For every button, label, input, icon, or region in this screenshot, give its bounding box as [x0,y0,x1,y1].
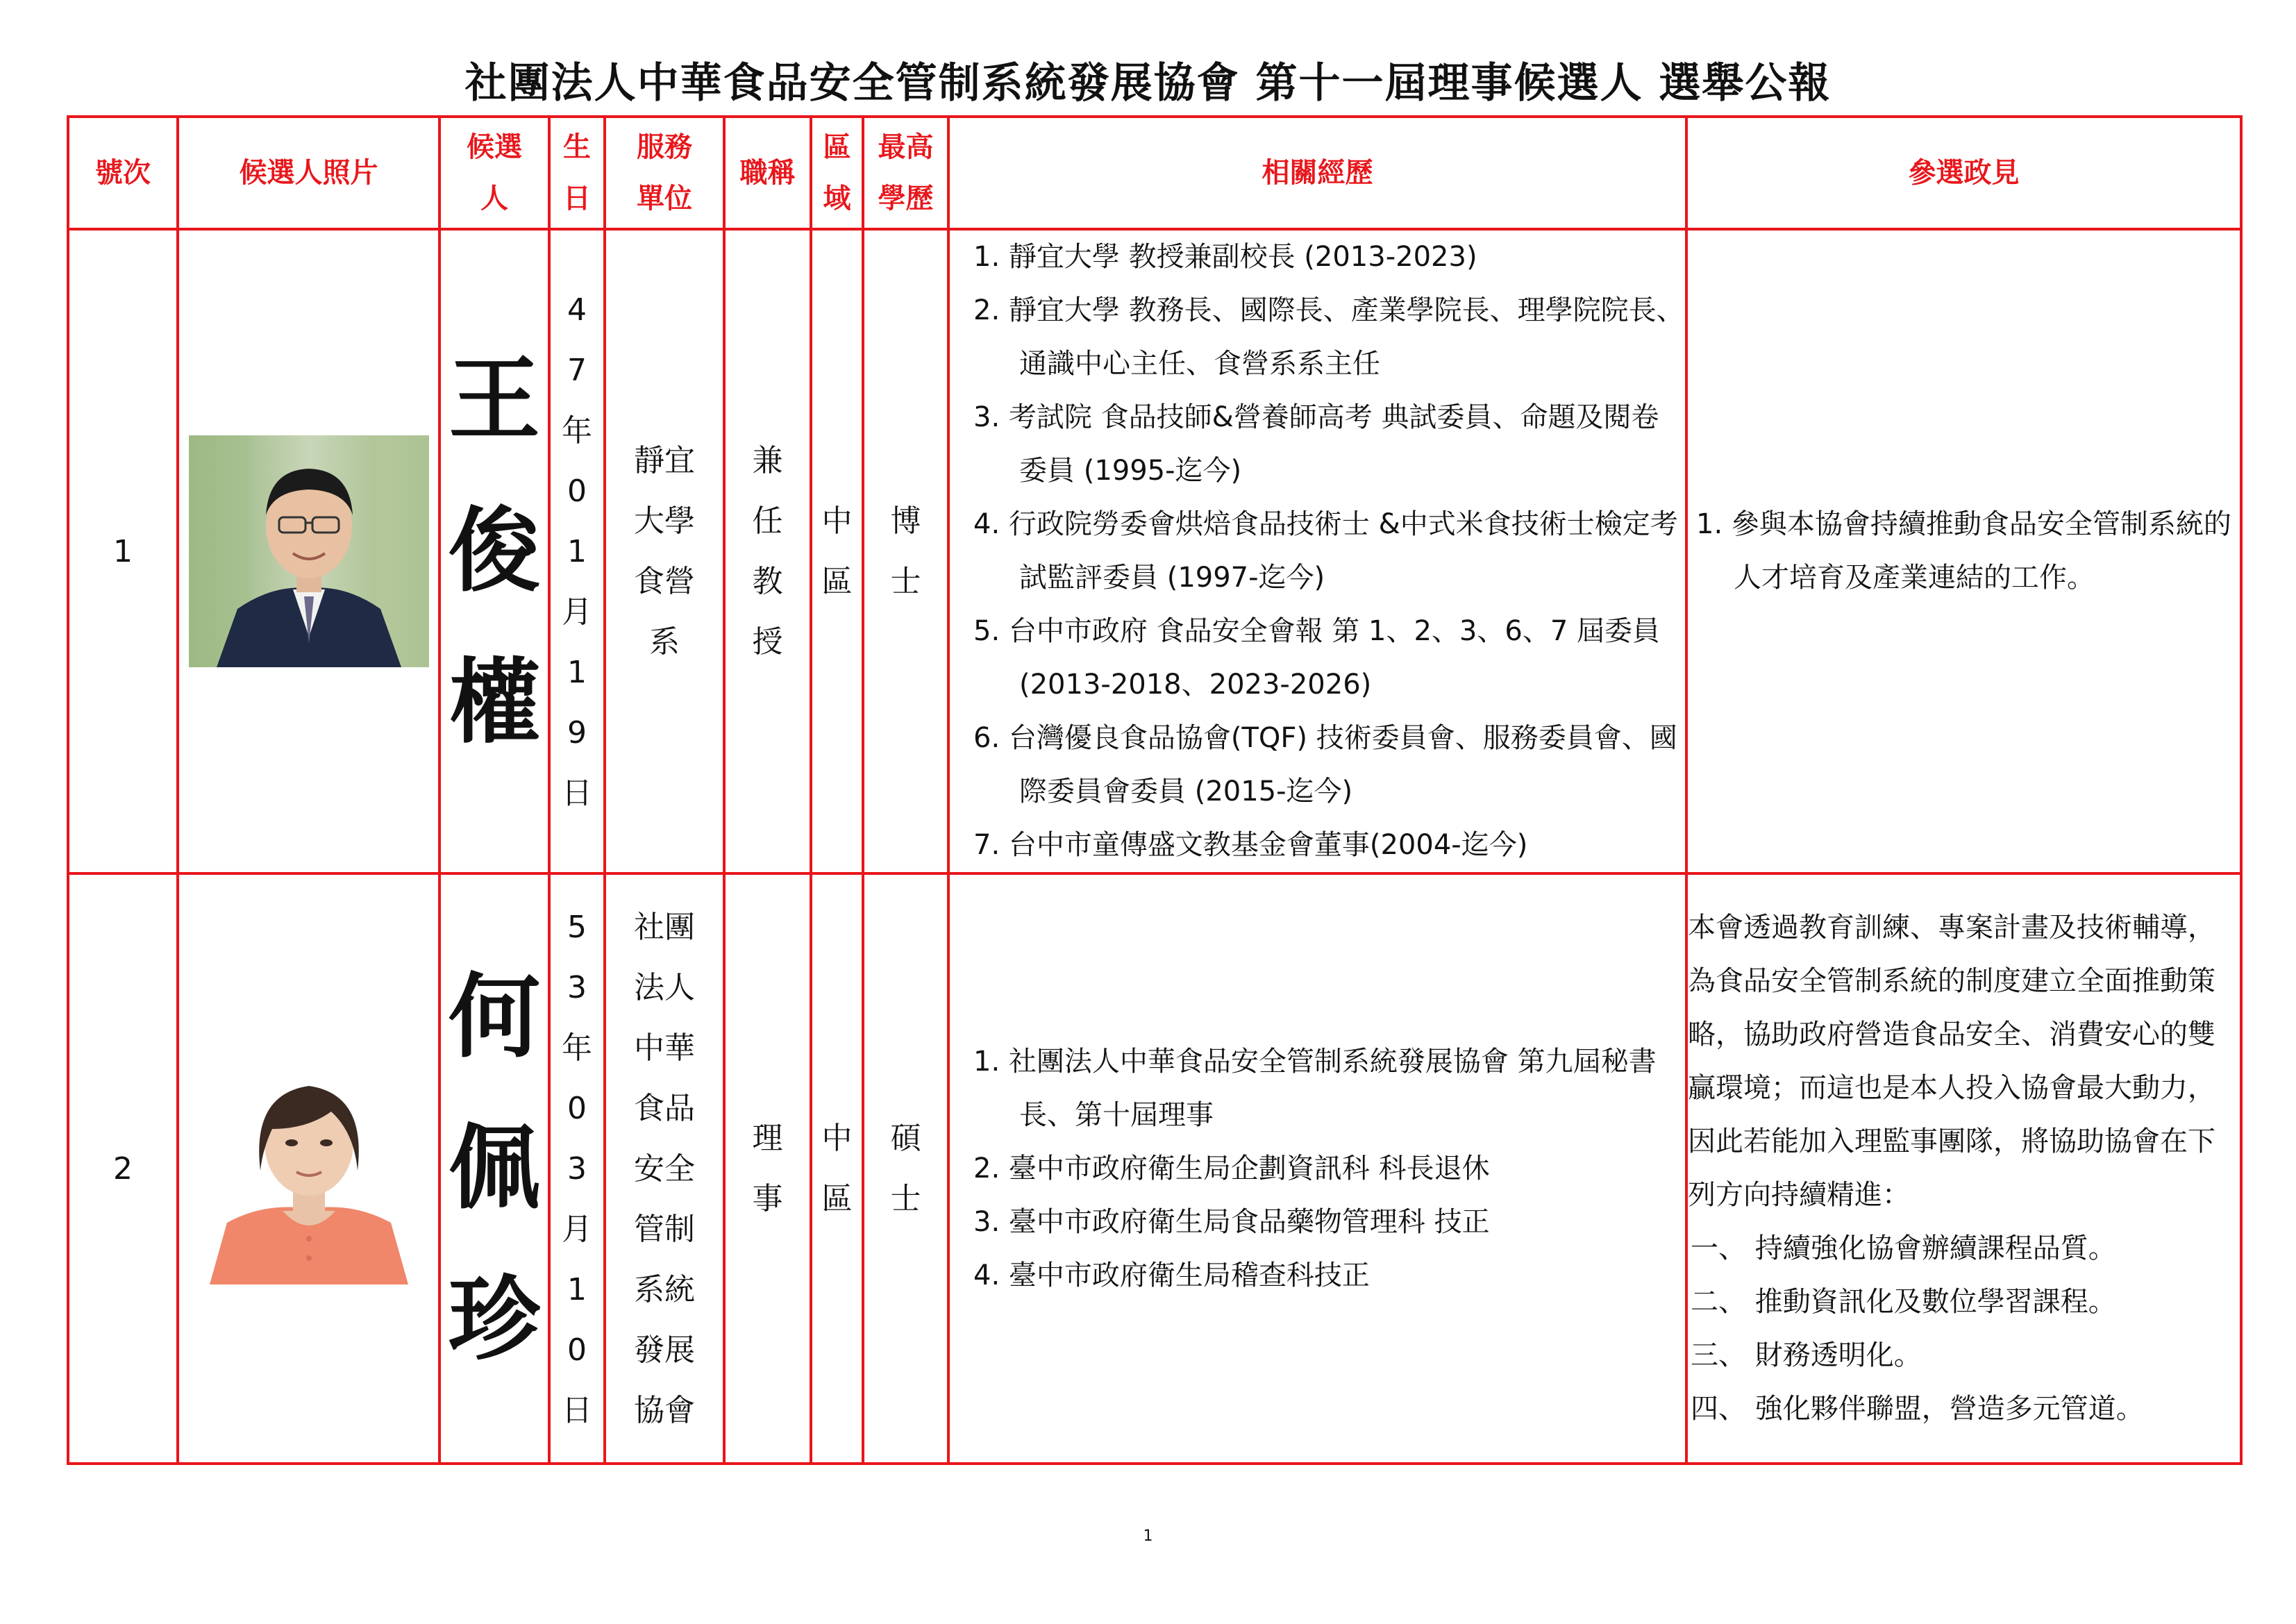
header-photo: 候選人照片 [178,117,439,229]
candidate-experience [948,229,1686,873]
opinion-item: 四、 強化夥伴聯盟，營造多元管道。 [1691,1393,2144,1425]
experience-item: 5. 台中市政府 食品安全會報 第 1、2、3、6、7 屆委員 (2013-2018、2023-2026) [973,615,1660,701]
header-job-title: 職稱 [724,117,811,229]
candidate-photo-cell [178,873,439,1464]
candidate-number: 2 [68,873,178,1464]
experience-item: 7. 台中市童傳盛文教基金會董事(2004-迄今) [973,829,1528,861]
experience-item: 3. 考試院 食品技師&營養師高考 典試委員、命題及閱卷委員 (1995-迄今) [973,401,1659,487]
page-number: 1 [1143,1527,1153,1545]
opinion-item: 三、 財務透明化。 [1691,1339,1922,1371]
experience-list [950,231,1685,872]
candidate-name: 何 佩 珍 [439,873,549,1464]
opinion-item: 二、 推動資訊化及數位學習課程。 [1691,1286,2116,1318]
candidate-birth: 4 7 年 0 1 月 1 9 日 [549,229,605,873]
candidate-number: 1 [68,229,178,873]
header-unit: 服務 單位 [605,117,724,229]
candidate-photo [189,1053,429,1284]
experience-item: 6. 台灣優良食品協會(TQF) 技術委員會、服務委員會、國際委員會委員 (2015-迄今) [973,722,1677,807]
candidate-table [67,115,2243,1465]
experience-item: 1. 靜宜大學 教授兼副校長 (2013-2023) [973,241,1477,273]
header-opinion: 參選政見 [1686,117,2241,229]
candidate-name: 王 俊 權 [439,229,549,873]
experience-item: 1. 社團法人中華食品安全管制系統發展協會 第九屆秘書長、第十屆理事 [973,1045,1657,1131]
experience-list [950,1035,1685,1303]
experience-item: 4. 臺中市政府衛生局稽查科技正 [973,1259,1370,1291]
candidate-region: 中 區 [811,229,863,873]
candidate-education: 碩 士 [863,873,948,1464]
experience-item: 2. 臺中市政府衛生局企劃資訊科 科長退休 [973,1152,1490,1184]
candidate-opinion [1686,873,2241,1464]
candidate-job-title: 理 事 [724,873,811,1464]
experience-item: 4. 行政院勞委會烘焙食品技術士 &中式米食技術士檢定考試監評委員 (1997-迄今) [973,508,1678,594]
candidate-experience [948,873,1686,1464]
opinion-item: 1. 參與本協會持續推動食品安全管制系統的人才培育及產業連結的工作。 [1696,508,2231,594]
opinion-intro: 本會透過教育訓練、專案計畫及技術輔導，為食品安全管制系統的制度建立全面推動策略，協助政府營造食品安全、消費安心的雙贏環境；而這也是本人投入協會最大動力，因此若能加入理監事團隊，將協助協會在下列方向持續精進： [1688,912,2215,1211]
candidate-row-2 [68,873,2241,1464]
candidate-opinion [1686,229,2241,873]
candidate-photo-cell [178,229,439,873]
header-birth: 生 日 [549,117,605,229]
candidate-job-title: 兼 任 教 授 [724,229,811,873]
page-title: 社團法人中華食品安全管制系統發展協會 第十一屆理事候選人 選舉公報 [464,59,1832,108]
candidate-birth: 5 3 年 0 3 月 1 0 日 [549,873,605,1464]
experience-item: 2. 靜宜大學 教務長、國際長、產業學院長、理學院院長、通識中心主任、食營系系主任 [973,294,1684,380]
candidate-unit: 靜宜 大學 食營 系 [605,229,724,873]
experience-item: 3. 臺中市政府衛生局食品藥物管理科 技正 [973,1205,1490,1238]
header-region: 區 域 [811,117,863,229]
header-number: 號次 [68,117,178,229]
candidate-row-1 [68,229,2241,873]
header-row [68,117,2241,229]
header-education: 最高 學歷 [863,117,948,229]
header-experience: 相關經歷 [948,117,1686,229]
header-candidate: 候選 人 [439,117,549,229]
candidate-unit: 社團 法人 中華 食品 安全 管制 系統 發展 協會 [605,873,724,1464]
candidate-education: 博 士 [863,229,948,873]
candidate-photo [189,435,429,667]
opinion-item: 一、 持續強化協會辦續課程品質。 [1691,1232,2116,1264]
candidate-region: 中 區 [811,873,863,1464]
